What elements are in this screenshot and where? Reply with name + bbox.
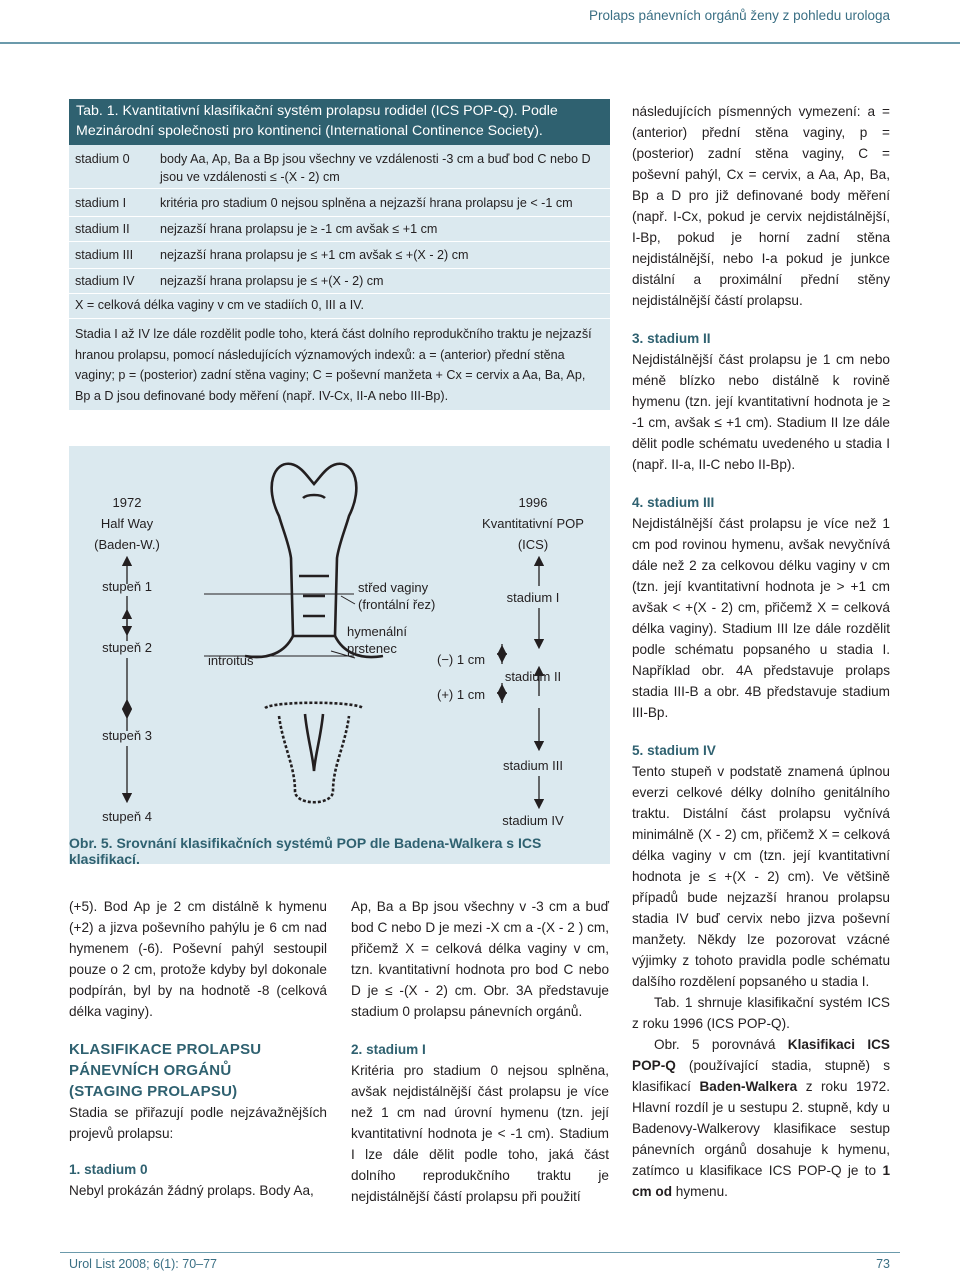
text-run-bold: Baden-Walkera [699, 1079, 798, 1094]
col3-paragraph: Tento stupeň v podstatě znamená úplnou everzi celkové délky dolního genitálního traktu. Distální část prolapsu vyčnívá minimálně (X - 2) cm, přičemž X = celková délka vaginy v cm (tzn. její kvantitativní hodnota je ≤ +(X - 2) cm). Ve většině případů bude nejzazší hranou prolapsu stadia IV buď cervix nebo jizva poševní manžety. Někdy lze pozorovat vzácné výjimky z tohoto pravidla podle schématu dalšího rozdělení popsaného u stadia I. [632, 764, 890, 989]
column-1 [69, 896, 327, 1201]
row-divider [69, 216, 610, 217]
col3-paragraph [632, 1034, 890, 1202]
stage-3-heading: 4. stadium III [632, 495, 715, 510]
text-run: hymenu. [672, 1184, 728, 1199]
col2-paragraph: Ap, Ba a Bp jsou všechny v -3 cm a buď bod C nebo D je mezi -X cm a -(X - 2 ) cm, přičemž X = celková délka vaginy v cm, tzn. kvantitativní hodnota pro bod C nebo D je ≤ -(X - 2) cm. Obr. 3A představuje stadium 0 prolapsu pánevních orgánů. [351, 899, 609, 1019]
figure-caption: Obr. 5. Srovnání klasifikačních systémů POP dle Badena-Walkera s ICS klasifikací. [69, 835, 542, 867]
journal-citation: Urol List 2008; 6(1): 70–77 [69, 1257, 218, 1271]
figure-diagram [69, 446, 610, 864]
table-stage-label: stadium I [75, 196, 127, 210]
row-divider [69, 268, 610, 269]
col1-paragraph: (+5). Bod Ap je 2 cm distálně k hymenu (+2) a jizva poševního pahýlu je 6 cm nad hymenem (-6). Poševní pahýl sestoupil pouze o 2 cm, protože kdyby byl dokonale podpírán, byl by na hodnotě -8 (celková délka vaginy). [69, 899, 327, 1019]
text-run: (používající stadia, stupně) s klasifikací [632, 1058, 890, 1094]
center-guides [204, 594, 355, 658]
col1-paragraph: Stadia se přiřazují podle nejzávažnějších projevů prolapsu: [69, 1105, 327, 1141]
table-stage-label: stadium 0 [75, 152, 130, 166]
label-frontal: (frontální řez) [358, 597, 436, 612]
text-run-bold: Klasifikaci ICS POP-Q [632, 1037, 890, 1073]
stage-1-heading: 2. stadium I [351, 1042, 426, 1057]
label-hymen: hymenální [347, 624, 407, 639]
stage-2-heading: 3. stadium II [632, 331, 711, 346]
col3-paragraph: následujících písmenných vymezení: a = (anterior) přední stěna vaginy, p = (posterior) zadní stěna vaginy, C = poševní pahýl, Cx = cervix, a Aa, Ap, Ba, Bp a D pro již definované body měření (např. I-Cx, pokud je cervix nejdistálnější, I-Bp, pokud je horní zadní stěna nejdistálnější, nebo I-a pokud je junkce distální a proximální přední stěny nejdistálnější částí prolapsu. [632, 104, 890, 308]
table-stage-label: stadium IV [75, 274, 135, 288]
right-stage-4: stadium IV [502, 813, 564, 828]
col3-paragraph: Nejdistálnější část prolapsu je 1 cm nebo méně blízko nebo distálně k rovině hymenu (tzn. její kvantitativní hodnota je ≥ -1 cm, avšak ≤ +1 cm). Stadium II lze dále dělit podle schématu uvedeného u stadia I (např. II-a, II-C nebo II-Bp). [632, 352, 890, 472]
table-stage-text: kritéria pro stadium 0 nejsou splněna a nejzazší hrana prolapsu je < -1 cm [160, 196, 573, 210]
stage-4-heading: 5. stadium IV [632, 743, 716, 758]
row-divider [69, 293, 610, 294]
row-divider [69, 188, 610, 189]
label-introitus: introitus [208, 653, 254, 668]
table-stage-text: nejzazší hrana prolapsu je ≥ -1 cm avšak ≤ +1 cm [160, 222, 438, 236]
table-stage-label: stadium II [75, 222, 130, 236]
left-author: (Baden-W.) [94, 537, 160, 552]
running-title: Prolaps pánevních orgánů ženy z pohledu urologa [589, 8, 890, 23]
column-2 [351, 896, 609, 1207]
col3-paragraph: Tab. 1 shrnuje klasifikační systém ICS z roku 1996 (ICS POP-Q). [632, 995, 890, 1031]
footer-rule [60, 1252, 900, 1253]
label-hymen-ring: prstenec [347, 641, 397, 656]
right-stage-2: stadium II [504, 669, 562, 684]
left-stage-1: stupeň 1 [102, 579, 152, 594]
header-rule [0, 42, 960, 44]
row-divider [69, 318, 610, 319]
right-stage-1: stadium I [506, 590, 560, 605]
mark-minus: (−) 1 cm [437, 652, 486, 667]
table-paragraph: Stadia I až IV lze dále rozdělit podle toho, která část dolního reprodukčního traktu je nejzazší hranou prolapsu, pomocí následujících významových indexů: a = (anterior) přední stěna vaginy; p = (posterior) zadní stěna vaginy; C = poševní manžeta + Cx = cervix a Aa, Ba, Ap, Bp a D jsou definované body měření (např. IV-Cx, II-A nebo III-Bp). [75, 327, 592, 403]
table-stage-text: nejzazší hrana prolapsu je ≤ +(X - 2) cm [160, 274, 384, 288]
col2-paragraph: Kritéria pro stadium 0 nejsou splněna, avšak nejdistálnější část prolapsu je více než 1 cm nad úrovní hymenu (tzn. její kvantitativní hodnota je < -1 cm). Stadium I lze dále dělit podle toho, jaká část dolního reprodukčního traktu je nejdistálnější částí prolapsu při použití [351, 1063, 609, 1204]
right-year: 1996 [518, 495, 548, 510]
table-stage-text: body Aa, Ap, Ba a Bp jsou všechny ve vzdálenosti -3 cm a buď bod C nebo D jsou ve vzdálenosti ≤ -(X - 2) cm [160, 152, 591, 184]
label-mid-vagina: střed vaginy [358, 580, 429, 595]
page-number: 73 [876, 1257, 890, 1271]
stage-0-heading: 1. stadium 0 [69, 1162, 148, 1177]
table-stage-label: stadium III [75, 248, 134, 262]
table-note: X = celková délka vaginy v cm ve stadiích 0, III a IV. [75, 298, 364, 312]
text-run: Obr. 5 porovnává [654, 1037, 788, 1052]
table-title: Tab. 1. Kvantitativní klasifikační systém prolapsu rodidel (ICS POP-Q). Podle Mezinárodní společnosti pro kontinenci (International Continence Society). [69, 99, 610, 145]
text-run: z roku 1972. Hlavní rozdíl je u sestupu 2. stupně, kdy u Badenovy-Walkerovy klasifikace sestup pánevních orgánů dosahuje k hymenu, zatímco u klasifikace ICS POP-Q je to [632, 1079, 890, 1178]
section-heading: KLASIFIKACE PROLAPSU PÁNEVNÍCH ORGÁNŮ (STAGING PROLAPSU) [69, 1041, 262, 1100]
right-stage-3: stadium III [503, 758, 563, 773]
left-name: Half Way [100, 516, 154, 531]
mark-plus: (+) 1 cm [437, 687, 486, 702]
row-divider [69, 241, 610, 242]
column-3 [632, 101, 890, 1202]
col3-paragraph: Nejdistálnější část prolapsu je více než 1 cm pod rovinou hymenu, avšak nevyčnívá dále než 2 za celkovou délku vaginy v cm (tzn. její kvantitativní hodnota je > +1 cm avšak < +(X - 2) cm, přičemž X = celková délka vaginy). Stadium III lze dále rozdělit podle schématu popsaného u stadia I. Například obr. 4A představuje prolaps stadia III-B a obr. 4B představuje stadium III-Bp. [632, 516, 890, 720]
text-run-bold: 1 cm od [632, 1163, 890, 1199]
right-name: Kvantitativní POP [482, 516, 584, 531]
left-stage-2: stupeň 2 [102, 640, 152, 655]
left-stage-4: stupeň 4 [102, 809, 152, 824]
table-stage-text: nejzazší hrana prolapsu je ≤ +1 cm avšak ≤ +(X - 2) cm [160, 248, 469, 262]
left-stage-3: stupeň 3 [102, 728, 152, 743]
col1-paragraph: Nebyl prokázán žádný prolaps. Body Aa, [69, 1183, 314, 1198]
left-year: 1972 [112, 495, 142, 510]
right-short: (ICS) [517, 537, 549, 552]
